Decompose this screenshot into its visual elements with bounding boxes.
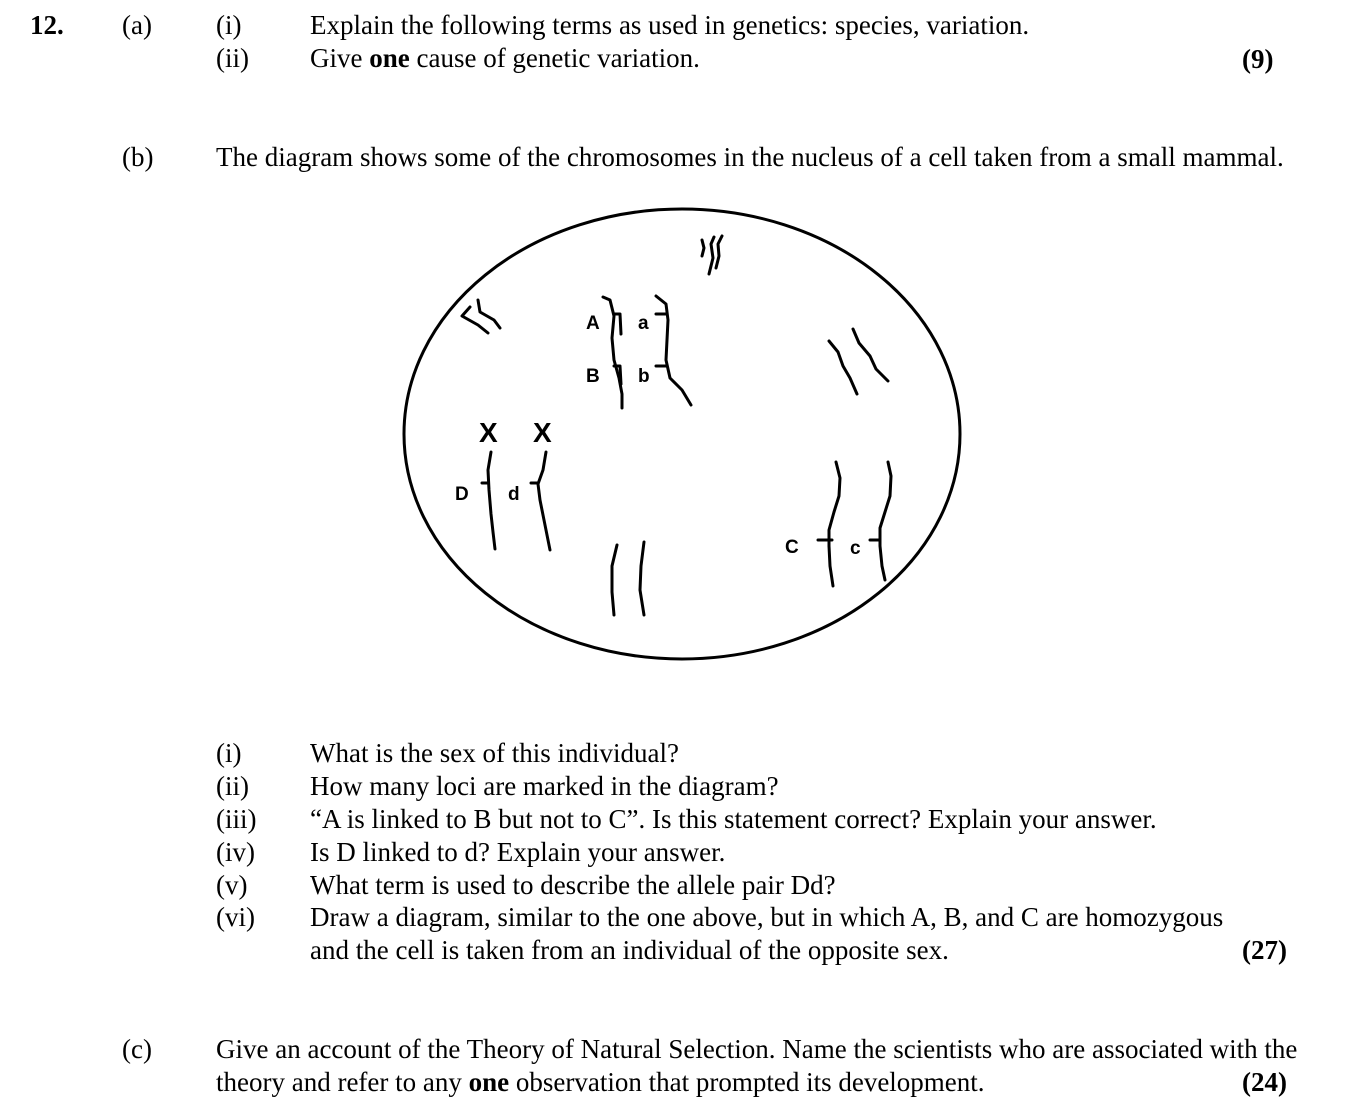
part-b-iv-text: Is D linked to d? Explain your answer. xyxy=(310,837,726,867)
chromosome-pair-bottom xyxy=(612,542,644,615)
chromosome-c xyxy=(818,462,840,586)
part-b-vi-number: (vi) xyxy=(216,902,255,932)
question-number: 12. xyxy=(30,10,64,40)
part-b-marks: (27) xyxy=(1242,935,1287,965)
chromosome-pair-upper-left xyxy=(462,300,500,333)
part-c-line2 xyxy=(216,1069,985,1096)
chromosome-pair-upper-right xyxy=(829,329,888,394)
chromosome-x-d-homolog xyxy=(531,452,550,550)
chromosome-diagram xyxy=(400,200,970,670)
part-c-line2-before: theory and refer to any xyxy=(216,1067,469,1097)
part-b-vi-text: Draw a diagram, similar to the one above, but in which A, B, and C are homozygous xyxy=(310,902,1224,932)
part-b-label: (b) xyxy=(122,142,154,172)
chromosome-pair-top xyxy=(702,236,722,274)
chromosome-x-d xyxy=(482,452,495,549)
part-b-iii-number: (iii) xyxy=(216,804,257,834)
part-a-ii-text xyxy=(310,45,700,72)
chromosome-c-homolog xyxy=(870,462,891,580)
part-b-i-text: What is the sex of this individual? xyxy=(310,738,679,768)
part-a-i-text: Explain the following terms as used in genetics: species, variation. xyxy=(310,10,1030,40)
chromosome-ab xyxy=(603,297,622,408)
allele-label-C: C xyxy=(785,537,799,558)
chromosome-label-x-left: X xyxy=(479,417,498,448)
part-a-ii-text-before: Give xyxy=(310,43,370,73)
part-c-marks: (24) xyxy=(1242,1067,1287,1097)
allele-label-D: D xyxy=(455,484,469,505)
part-c-line1: Give an account of the Theory of Natural Selection. Name the scientists who are associated with the xyxy=(216,1034,1298,1064)
part-a-ii-number: (ii) xyxy=(216,43,249,73)
part-a-label: (a) xyxy=(122,10,152,40)
part-b-v-text: What term is used to describe the allele pair Dd? xyxy=(310,870,836,900)
part-b-iii-text: “A is linked to B but not to C”. Is this statement correct? Explain your answer. xyxy=(310,804,1157,834)
part-a-marks: (9) xyxy=(1242,44,1274,74)
part-b-v-number: (v) xyxy=(216,870,248,900)
chromosome-label-x-right: X xyxy=(533,417,552,448)
allele-label-d: d xyxy=(508,484,520,505)
part-c-line2-after: observation that prompted its development. xyxy=(509,1067,985,1097)
part-a-ii-text-bold: one xyxy=(369,43,410,73)
part-b-i-number: (i) xyxy=(216,738,242,768)
chromosome-ab-homolog xyxy=(656,296,691,405)
allele-label-c: c xyxy=(850,538,861,559)
part-b-vi-text-line2: and the cell is taken from an individual of the opposite sex. xyxy=(310,935,949,965)
allele-label-b: b xyxy=(638,366,650,387)
part-b-ii-number: (ii) xyxy=(216,771,249,801)
allele-label-a: a xyxy=(638,313,649,334)
allele-label-B: B xyxy=(586,366,600,387)
part-c-label: (c) xyxy=(122,1034,152,1064)
part-b-ii-text: How many loci are marked in the diagram? xyxy=(310,771,779,801)
part-b-iv-number: (iv) xyxy=(216,837,255,867)
part-c-line2-bold: one xyxy=(468,1067,510,1097)
part-a-ii-text-after: cause of genetic variation. xyxy=(409,43,700,73)
part-b-intro: The diagram shows some of the chromosomes in the nucleus of a cell taken from a small mammal. xyxy=(216,142,1284,172)
allele-label-A: A xyxy=(586,313,600,334)
part-a-i-number: (i) xyxy=(216,10,242,40)
